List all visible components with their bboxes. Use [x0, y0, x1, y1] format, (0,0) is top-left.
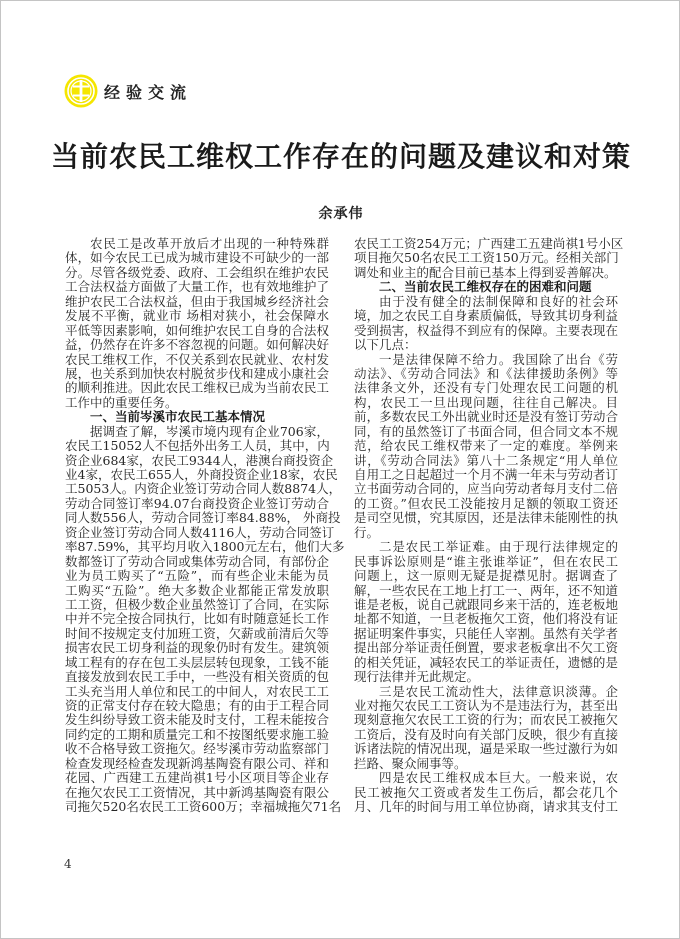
- text-line: 工头充当用人单位和民工的中间人，对农民工工: [65, 683, 329, 699]
- paragraph: [65, 423, 345, 815]
- text-line: 现刻意拖欠农民工工资的行为；而农民工被拖欠: [354, 712, 618, 728]
- text-line: 是司空见惯，究其原因，还是法律未能刚性的执: [354, 510, 618, 526]
- paragraph: [354, 236, 624, 280]
- text-line: 直接发放到农民工手中，一些没有相关资质的包: [65, 669, 329, 685]
- text-line: 据调查了解，岑溪市境内现有企业706家，: [90, 423, 329, 439]
- text-line: 范，给农民工维权带来了一定的难度。举例来: [354, 438, 618, 454]
- text-line: 同人数556人，劳动合同签订率84.88%， 外商投: [65, 510, 341, 526]
- text-line: 月、几年的时间与用工单位协商，请求其支付工: [354, 799, 618, 815]
- text-line: 中并不完全按合同执行，比如有时随意延长工作: [65, 611, 329, 627]
- section-tag: 经验交流: [104, 83, 193, 102]
- text-line: 司拖欠520名农民工工资600万；幸福城拖欠71名: [65, 799, 342, 815]
- text-line: 二是农民工举证难。由于现行法律规定的: [379, 539, 618, 555]
- text-line: 问题上，这一原则无疑是捉襟见肘。据调查了: [354, 568, 618, 584]
- section-heading: 二、当前农民工维权存在的困难和问题: [379, 279, 592, 295]
- text-line: 同，有的虽然签订了书面合同，但合同文本不规: [354, 423, 618, 439]
- text-line: 农民工维权工作，不仅关系到农民就业、农村发: [65, 351, 329, 367]
- text-line: 劳动合同签订率94.07台商投资企业签订劳动合: [65, 495, 329, 511]
- text-line: 农民工15052人不包括外出务工人员，其中，内: [65, 438, 330, 454]
- text-line: 调处和业主的配合目前已基本上得到妥善解决。: [354, 264, 617, 280]
- text-line: 农民工工资254万元；广西建工五建尚祺1号小区: [354, 236, 624, 251]
- text-line: 工合法权益方面做了大量工作，也有效地维护了: [65, 279, 329, 295]
- text-line: 在拖欠农民工工资情况，其中新鸿基陶瓷有限公: [65, 784, 329, 800]
- left-text-column: [65, 236, 345, 815]
- text-line: 前，多数农民工外出就业时还是没有签订劳动合: [354, 409, 618, 425]
- text-line: 工5053人。内资企业签订劳动合同人数8874人，: [65, 481, 342, 497]
- text-line: 由于没有健全的法制保障和良好的社会环: [379, 293, 618, 309]
- text-line: 讲，《劳动合同法》第八十二条规定“用人单位: [354, 452, 618, 468]
- text-line: 动法》、《劳动合同法》和《法律援助条例》等: [354, 365, 618, 381]
- text-line: 拦路、聚众闹事等。: [354, 755, 467, 771]
- text-line: 体，如今农民工已成为城市建设不可缺少的一部: [65, 250, 329, 266]
- text-line: 资的正常支付存在较大隐患；有的由于工程合同: [65, 698, 329, 713]
- paragraph: [354, 685, 618, 772]
- paragraph: [354, 353, 618, 541]
- text-line: 的工资。”但农民工没能按月足额的领取工资还: [354, 495, 618, 511]
- text-line: 域工程有的存在包工头层层转包现象，工钱不能: [65, 654, 329, 670]
- text-line: 构，农民工一旦出现问题，往往自己解决。目: [354, 394, 618, 410]
- text-line: 平低等因素影响，如何维护农民工自身的合法权: [65, 322, 329, 338]
- text-line: 展，也关系到加快农村脱贫步伐和建成小康社会: [65, 365, 329, 381]
- workers-union-emblem-icon: [64, 74, 98, 108]
- text-line: 诉诸法院的情况出现，逼是采取一些过激行为如: [354, 741, 618, 757]
- text-line: 法律条文外，还没有专门处理农民工问题的机: [354, 380, 618, 396]
- text-line: 率87.59%，其平均月收入1800元左右，他们大多: [65, 539, 345, 555]
- page-number: 4: [64, 857, 72, 871]
- text-line: 业4家，农民工655人，外商投资企业18家，农民: [65, 467, 338, 482]
- text-line: 工资后，没有及时向有关部门反映，很少有直接: [354, 726, 618, 742]
- text-line: 分。尽管各级党委、政府、工会组织在维护农民: [65, 264, 329, 280]
- text-line: 资企业684家，农民工9344人，港澳台商投资企: [65, 452, 334, 468]
- text-line: 工工资，但极少数企业虽然签订了合同，在实际: [65, 596, 329, 612]
- paragraph: [354, 295, 618, 353]
- text-line: 行。: [354, 524, 380, 540]
- text-line: 时间不按规定支付加班工资，欠薪或前清后欠等: [65, 625, 329, 641]
- text-line: 同约定的工期和质量完工和不按图纸要求施工验: [65, 726, 329, 742]
- text-line: 资企业签订劳动合同人数4116人，劳动合同签订: [65, 524, 335, 540]
- article-title: 当前农民工维权工作存在的问题及建议和对策: [50, 140, 631, 173]
- text-line: 据证明案件事实，只能任人宰割。虽然有关学者: [354, 625, 618, 641]
- text-line: 以下几点：: [354, 337, 417, 353]
- text-line: 损害农民工切身利益的现象仍时有发生。建筑领: [65, 640, 329, 656]
- text-line: 四是农民工维权成本巨大。一般来说，农: [379, 770, 618, 786]
- text-line: 立书面劳动合同的，应当向劳动者每月支付二倍: [354, 481, 618, 497]
- text-line: 收不合格导致工资拖欠。经岑溪市劳动监察部门: [65, 741, 329, 757]
- text-line: 受到损害，权益得不到应有的保障。主要表现在: [354, 322, 618, 338]
- text-line: 农民工是改革开放后才出现的一种特殊群: [90, 236, 329, 251]
- text-line: 现行法律并无此规定。: [354, 669, 480, 685]
- text-line: 数都签订了劳动合同或集体劳动合同，有部份企: [65, 553, 329, 569]
- text-line: 境，加之农民工自身素质偏低，导致其切身利益: [354, 308, 618, 324]
- text-line: 工购买“五险”。绝大多数企业都能正常发放职: [65, 582, 329, 598]
- text-line: 民工被拖欠工资或者发生工伤后，都会花几个: [354, 784, 618, 800]
- text-line: 民事诉讼原则是“谁主张谁举证”，但在农民工: [354, 553, 618, 569]
- text-line: 的相关凭证，减轻农民工的举证责任，遗憾的是: [354, 654, 618, 670]
- text-line: 自用工之日起超过一个月不满一年未与劳动者订: [354, 467, 618, 482]
- text-line: 发生纠纷导致工资未能及时支付，工程未能按合: [65, 712, 329, 728]
- article-author: 余承伟: [318, 206, 364, 222]
- text-line: 发展不平衡，就业市 场相对狭小，社会保障水: [65, 308, 329, 324]
- paragraph: [354, 771, 618, 814]
- text-line: 业对拖欠农民工工资认为不是违法行为，甚至出: [354, 698, 618, 713]
- text-line: 花园、广西建工五建尚祺1号小区项目等企业存: [65, 770, 329, 786]
- text-line: 项目拖欠50名农民工工资150万元。经相关部门: [354, 250, 619, 266]
- text-line: 址都不知道，一旦老板拖欠工资，他们将没有证: [354, 611, 618, 627]
- text-line: 的顺利推进。因此农民工维权已成为当前农民工: [65, 380, 329, 396]
- paragraph: [354, 540, 618, 684]
- right-text-column: [354, 236, 624, 815]
- paragraph: [65, 237, 329, 410]
- text-line: 谁是老板，说自己就跟同乡来干活的，连老板地: [354, 596, 618, 612]
- text-line: 提出部分举证责任倒置，要求老板拿出不欠工资: [354, 640, 618, 656]
- text-line: 工作中的重要任务。: [65, 394, 178, 410]
- section-heading: 一、当前岑溪市农民工基本情况: [90, 409, 266, 425]
- text-line: 业为员工购买了“五险”，而有些企业未能为员: [65, 568, 329, 584]
- text-line: 三是农民工流动性大，法律意识淡薄。企: [379, 683, 618, 699]
- text-line: 益，仍然存在许多不容忽视的问题。如何解决好: [65, 337, 329, 353]
- text-line: 检查发现经检查发现新鸿基陶瓷有限公司、祥和: [65, 755, 329, 771]
- text-line: 维护农民工合法权益，但由于我国城乡经济社会: [65, 293, 329, 309]
- text-line: 一是法律保障不给力。我国除了出台《劳: [379, 351, 618, 367]
- text-line: 解，一些农民在工地上打工一、两年，还不知道: [354, 582, 618, 598]
